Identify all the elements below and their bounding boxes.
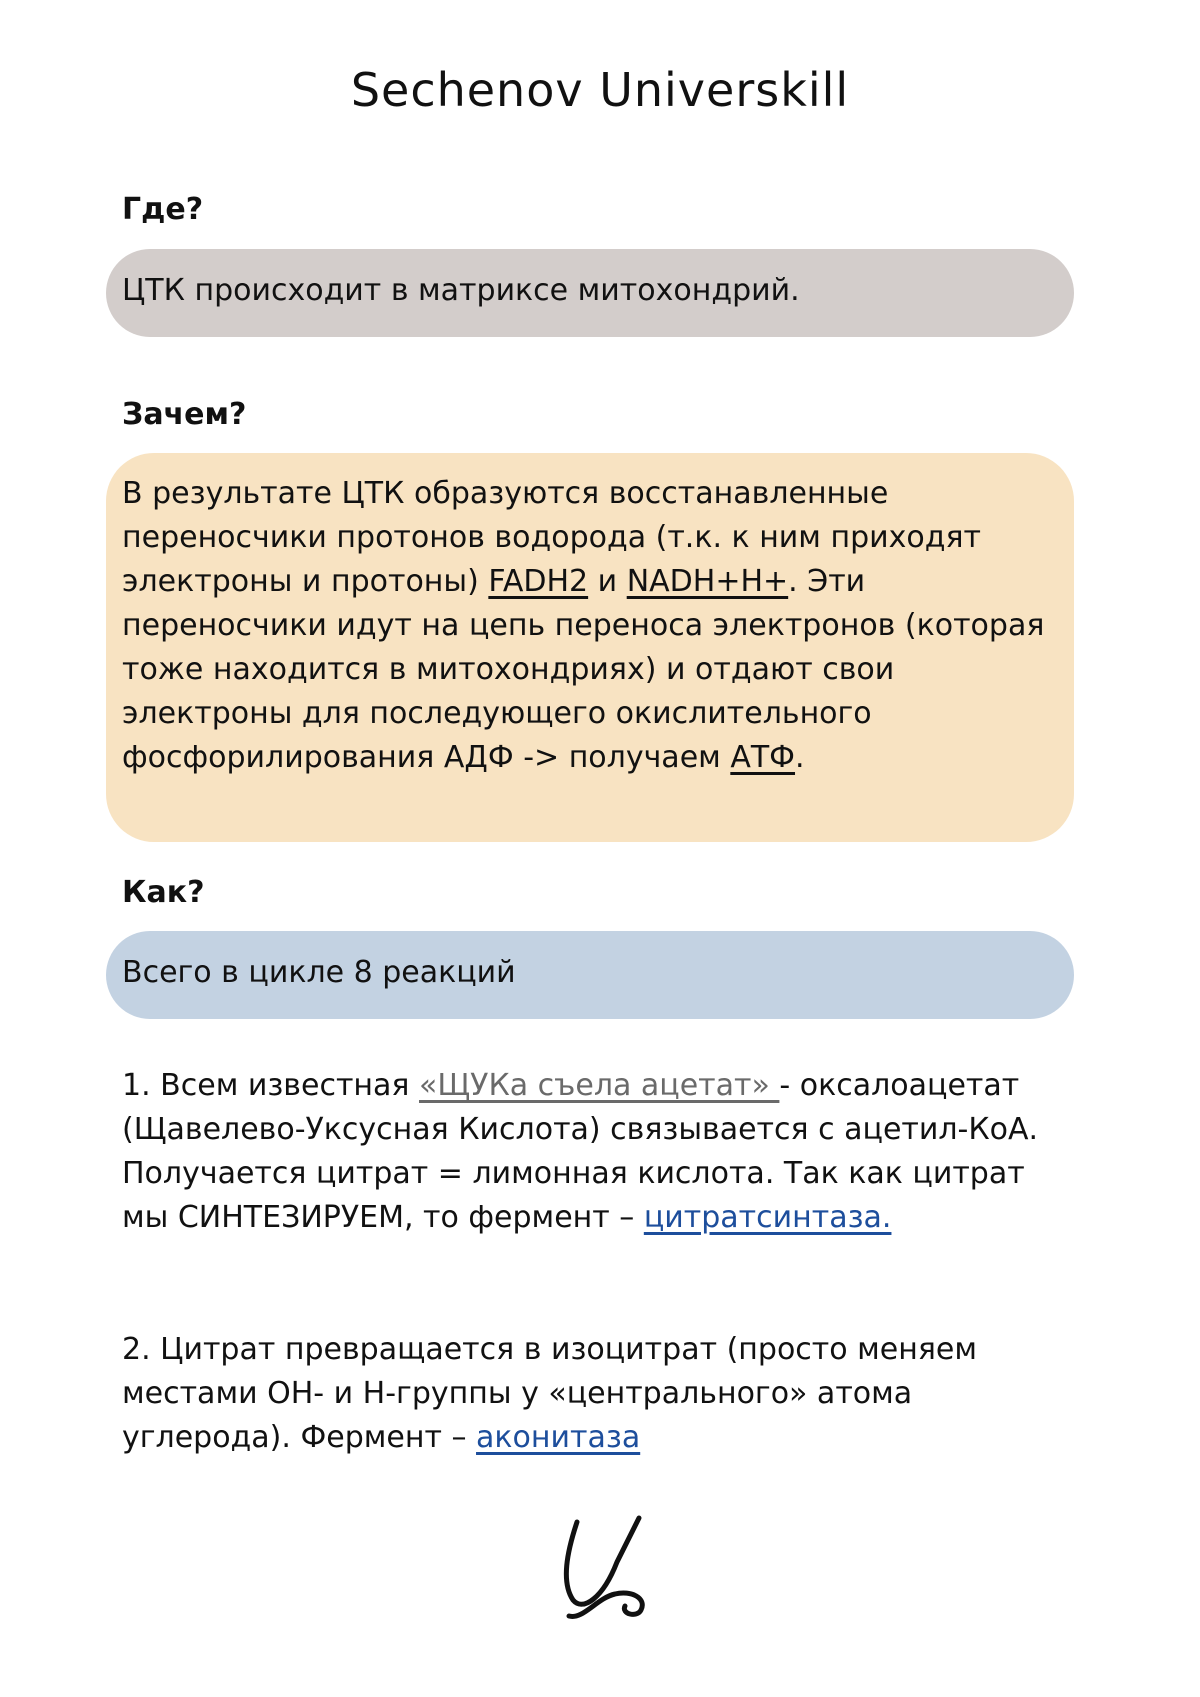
callout-why xyxy=(106,453,1074,842)
callout-where-text: ЦТК происходит в матриксе митохондрий. xyxy=(122,273,800,308)
why-text-3: . Эти переносчики идут на цепь переноса электронов (которая тоже находится в митохондриях) и отдают свои электроны для последующего окислительного фосфорилирования АДФ -> получаем xyxy=(122,564,1045,775)
heading-how: Как? xyxy=(122,875,205,910)
callout-where xyxy=(106,249,1074,337)
term-atp: АТФ xyxy=(730,740,796,775)
page-title: Sechenov Universkill xyxy=(350,63,850,117)
reaction-2 xyxy=(122,1328,1062,1460)
reaction-1-body: - оксалоацетат (Щавелево-Уксусная Кислота) связывается с ацетил-КоА. Получается цитрат = лимонная кислота. Так как цитрат мы СИНТЕЗИРУЕМ, то фермент – xyxy=(122,1068,1039,1235)
citrate-synthase-link[interactable]: цитратсинтаза. xyxy=(643,1200,892,1235)
heading-why: Зачем? xyxy=(122,397,247,432)
reaction-1 xyxy=(122,1064,1062,1240)
term-nadh: NADH+H+ xyxy=(626,564,789,599)
mnemonic-link[interactable]: «ЩУКа съела ацетат» xyxy=(419,1068,780,1103)
callout-how-text: Всего в цикле 8 реакций xyxy=(122,955,516,990)
heading-where: Где? xyxy=(122,192,204,227)
why-text-1: В результате ЦТК образуются восстанавленные переносчики протонов водорода (т.к. к ним приходят электроны и протоны) xyxy=(122,476,981,599)
why-text-4: . xyxy=(795,740,805,775)
why-text-2: и xyxy=(588,564,627,599)
callout-how xyxy=(106,931,1074,1019)
reaction-1-prefix: 1. Всем известная xyxy=(122,1068,419,1103)
term-fadh2: FADH2 xyxy=(488,564,589,599)
universkill-logo-icon xyxy=(555,1512,655,1622)
aconitase-link[interactable]: аконитаза xyxy=(476,1420,641,1455)
reaction-2-body: 2. Цитрат превращается в изоцитрат (просто меняем местами ОН- и Н-группы у «центрального» атома углерода). Фермент – xyxy=(122,1332,977,1455)
